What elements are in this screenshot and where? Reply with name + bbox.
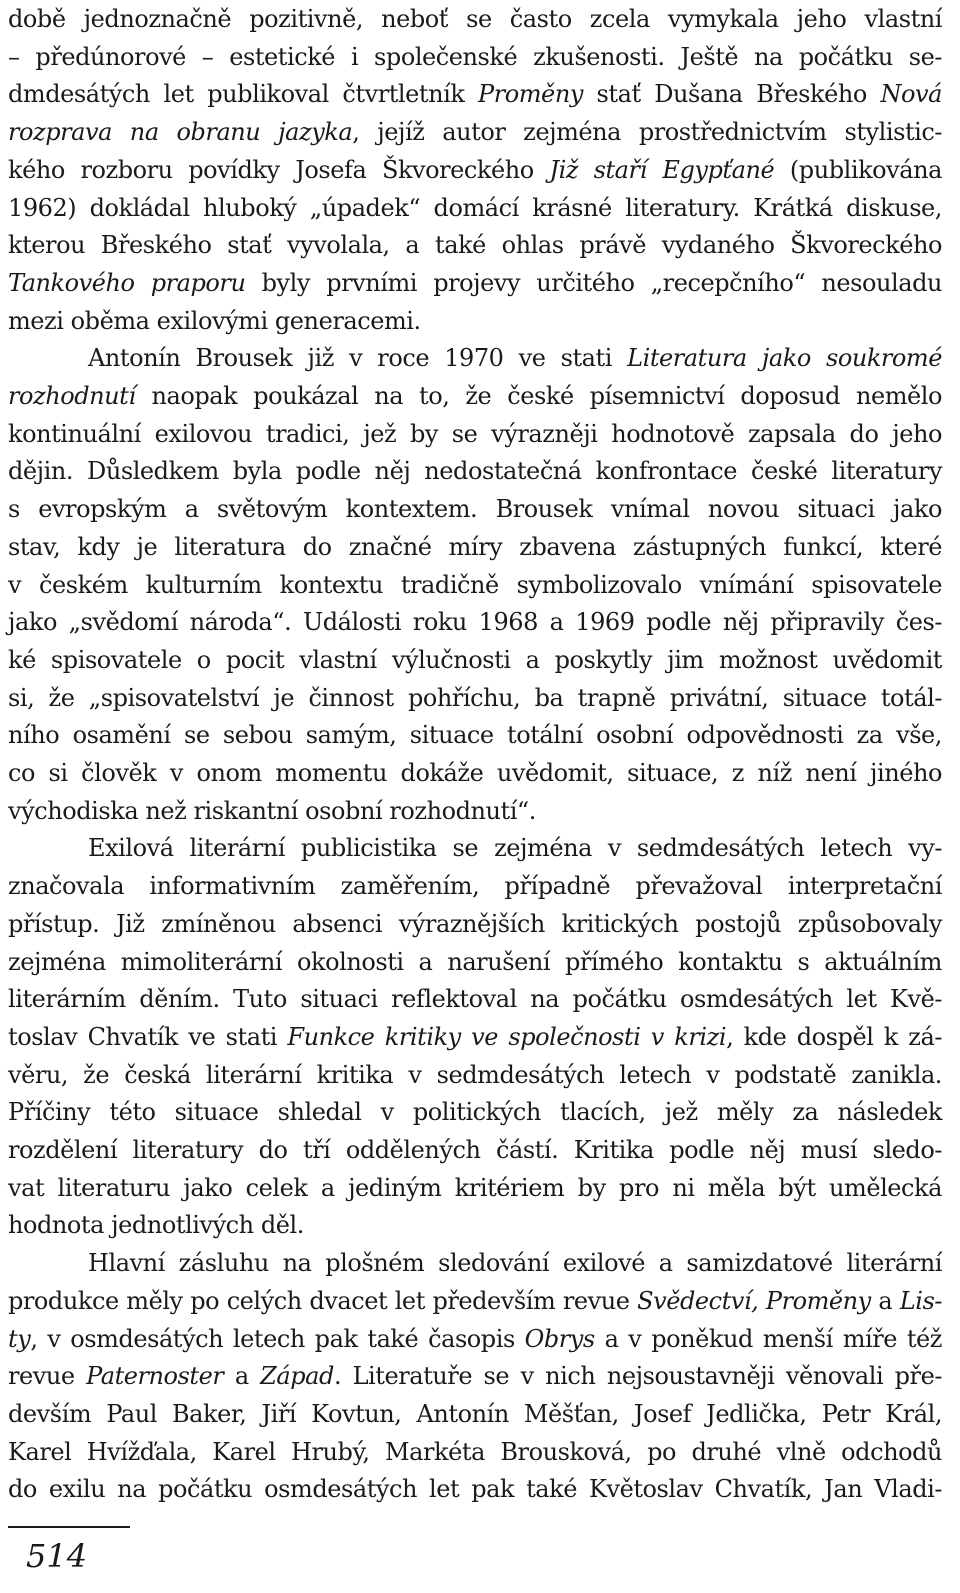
- text-line: [8, 907, 942, 941]
- text-segment: dějin. Důsledkem byla podle něj nedostatečná konfrontace české literatury: [8, 457, 942, 485]
- italic-title: Paternoster: [86, 1362, 224, 1390]
- text-line: [8, 681, 942, 715]
- text-line: [8, 530, 942, 564]
- italic-title: Literatura jako soukromé: [627, 344, 942, 372]
- italic-title: Svědectví, Proměny: [637, 1287, 871, 1315]
- italic-title: rozprava na obranu jazyka: [8, 118, 353, 146]
- text-segment: Karel Hvížďala, Karel Hrubý, Markéta Brousková, po druhé vlně odchodů: [8, 1438, 942, 1466]
- text-segment: byly prvními projevy určitého „recepčního“ nesouladu: [245, 269, 942, 297]
- text-line: [8, 228, 942, 262]
- italic-title: ty: [8, 1325, 31, 1353]
- text-segment: věru, že česká literární kritika v sedmdesátých letech v podstatě zanikla.: [8, 1061, 942, 1089]
- text-line: [8, 1020, 942, 1054]
- text-line: [8, 191, 942, 225]
- page-number: 514: [26, 1537, 88, 1575]
- text-line: [8, 568, 942, 602]
- text-segment: a: [223, 1362, 261, 1390]
- italic-title: Lis-: [899, 1287, 943, 1315]
- text-line: [8, 1397, 942, 1431]
- text-line: [8, 77, 942, 111]
- text-segment: revue: [8, 1362, 87, 1390]
- text-line: [8, 341, 942, 375]
- text-segment: kontinuální exilovou tradici, jež by se výrazněji hodnotově zapsala do jeho: [8, 420, 942, 448]
- text-segment: kterou Břeského stať vyvolala, a také ohlas právě vydaného Škvoreckého: [8, 231, 942, 259]
- footer-rule: [8, 1526, 130, 1528]
- italic-title: Funkce kritiky ve společnosti v krizi: [287, 1023, 727, 1051]
- text-segment: co si člověk v onom momentu dokáže uvědomit, situace, z níž není jiného: [8, 759, 942, 787]
- text-line: [8, 1322, 942, 1356]
- text-segment: vat literaturu jako celek a jediným kritériem by pro ni měla být umělecká: [8, 1174, 942, 1202]
- text-line: [8, 454, 942, 488]
- italic-title: Tankového praporu: [8, 269, 246, 297]
- text-segment: stav, kdy je literatura do značné míry zbavena zástupných funkcí, které: [8, 533, 942, 561]
- text-line: [8, 1058, 942, 1092]
- text-line: [8, 1246, 942, 1280]
- text-segment: značovala informativním zaměřením, případně převažoval interpretační: [8, 872, 942, 900]
- text-line: [8, 1472, 942, 1506]
- text-segment: době jednoznačně pozitivně, neboť se často zcela vymykala jeho vlastní: [8, 5, 942, 33]
- text-line: [8, 266, 942, 300]
- text-segment: a: [870, 1287, 900, 1315]
- text-line: [8, 794, 942, 828]
- text-segment: rozdělení literatury do tří oddělených částí. Kritika podle něj musí sledo-: [8, 1136, 942, 1164]
- text-segment: , v osmdesátých letech pak také časopis: [30, 1325, 525, 1353]
- text-line: [8, 115, 942, 149]
- text-segment: ního osamění se sebou samým, situace totální osobní odpovědnosti za vše,: [8, 721, 942, 749]
- text-segment: východiska než riskantní osobní rozhodnutí“.: [8, 797, 536, 825]
- text-segment: v českém kulturním kontextu tradičně symbolizovalo vnímání spisovatele: [8, 571, 942, 599]
- text-line: [8, 379, 942, 413]
- text-segment: s evropským a světovým kontextem. Brousek vnímal novou situaci jako: [8, 495, 942, 523]
- text-line: [8, 1435, 942, 1469]
- text-line: [8, 1095, 942, 1129]
- text-line: [8, 1359, 942, 1393]
- text-segment: kého rozboru povídky Josefa Škvoreckého: [8, 156, 550, 184]
- italic-title: Nová: [880, 80, 943, 108]
- text-segment: literárním děním. Tuto situaci reflektoval na počátku osmdesátých let Kvě-: [8, 985, 942, 1013]
- text-segment: Antonín Brousek již v roce 1970 ve stati: [88, 344, 628, 372]
- italic-title: Obrys: [524, 1325, 595, 1353]
- text-segment: mezi oběma exilovými generacemi.: [8, 307, 421, 335]
- italic-title: Proměny: [478, 80, 583, 108]
- text-line: [8, 756, 942, 790]
- text-line: [8, 945, 942, 979]
- italic-title: Západ: [260, 1362, 334, 1390]
- text-segment: do exilu na počátku osmdesátých let pak také Květoslav Chvatík, Jan Vladi-: [8, 1475, 942, 1503]
- text-segment: (publikována: [774, 156, 942, 184]
- text-line: [8, 831, 942, 865]
- text-line: [8, 1284, 942, 1318]
- text-line: [8, 417, 942, 451]
- text-segment: Hlavní zásluhu na plošném sledování exilové a samizdatové literární: [88, 1249, 942, 1277]
- text-line: [8, 304, 942, 338]
- text-segment: stať Dušana Břeského: [582, 80, 881, 108]
- text-segment: devším Paul Baker, Jiří Kovtun, Antonín Měšťan, Josef Jedlička, Petr Král,: [8, 1400, 942, 1428]
- text-line: [8, 605, 942, 639]
- text-segment: jako „svědomí národa“. Události roku 1968 a 1969 podle něj připravily čes-: [8, 608, 942, 636]
- text-line: [8, 718, 942, 752]
- text-segment: hodnota jednotlivých děl.: [8, 1211, 304, 1239]
- text-line: [8, 1133, 942, 1167]
- text-line: [8, 1171, 942, 1205]
- text-segment: a v poněkud menší míře též: [594, 1325, 942, 1353]
- italic-title: Již staří Egypťané: [549, 156, 775, 184]
- text-line: [8, 492, 942, 526]
- text-line: [8, 40, 942, 74]
- text-segment: – předúnorové – estetické i společenské zkušenosti. Ještě na počátku se-: [8, 43, 942, 71]
- text-segment: , jejíž autor zejména prostřednictvím stylistic-: [352, 118, 943, 146]
- text-segment: 1962) dokládal hluboký „úpadek“ domácí krásné literatury. Krátká diskuse,: [8, 194, 942, 222]
- text-segment: Exilová literární publicistika se zejména v sedmdesátých letech vy-: [88, 834, 942, 862]
- text-line: [8, 2, 942, 36]
- text-line: [8, 153, 942, 187]
- text-segment: toslav Chvatík ve stati: [8, 1023, 288, 1051]
- text-line: [8, 643, 942, 677]
- text-line: [8, 869, 942, 903]
- italic-title: rozhodnutí: [8, 382, 136, 410]
- text-segment: Příčiny této situace shledal v politických tlacích, jež měly za následek: [8, 1098, 942, 1126]
- text-segment: ké spisovatele o pocit vlastní výlučnosti a poskytly jim možnost uvědomit: [8, 646, 942, 674]
- text-segment: produkce měly po celých dvacet let především revue: [8, 1287, 638, 1315]
- text-line: [8, 982, 942, 1016]
- text-segment: zejména mimoliterární okolnosti a narušení přímého kontaktu s aktuálním: [8, 948, 942, 976]
- text-segment: přístup. Již zmíněnou absenci výraznějších kritických postojů způsobovaly: [8, 910, 942, 938]
- text-segment: dmdesátých let publikoval čtvrtletník: [8, 80, 479, 108]
- text-segment: . Literatuře se v nich nejsoustavněji věnovali pře-: [333, 1362, 942, 1390]
- text-line: [8, 1208, 942, 1242]
- text-segment: , kde dospěl k zá-: [726, 1023, 942, 1051]
- text-segment: si, že „spisovatelství je činnost pohříchu, ba trapně privátní, situace totál-: [8, 684, 942, 712]
- text-segment: naopak poukázal na to, že české písemnictví doposud nemělo: [135, 382, 942, 410]
